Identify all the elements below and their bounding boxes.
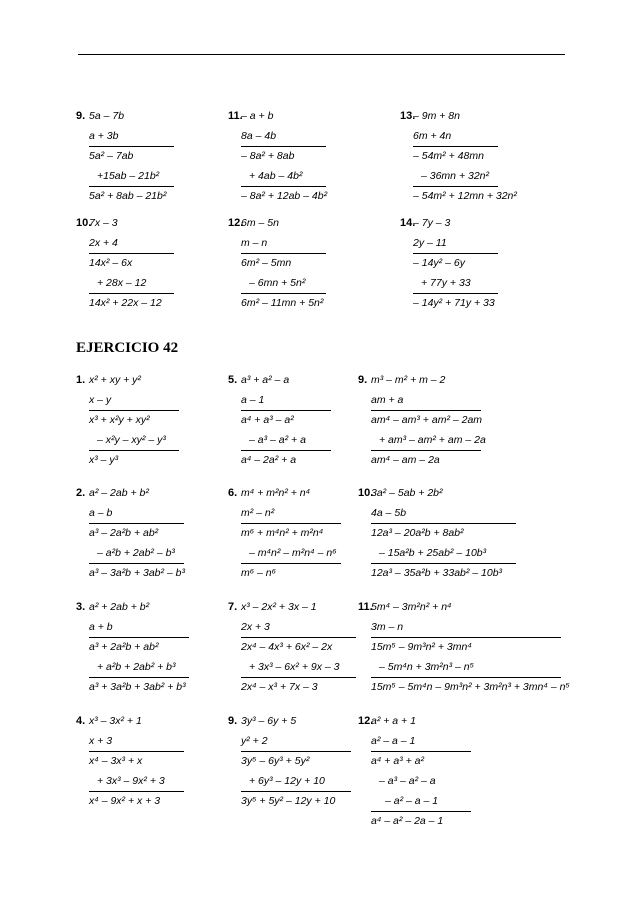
factor-line: 3a² – 5ab + 2b² xyxy=(371,487,443,499)
partial-product-line: a³ + 2a²b + ab² xyxy=(89,641,159,653)
problem-number: 9. xyxy=(76,110,86,122)
factor-line: 6m – 5n xyxy=(241,217,279,229)
factor-line: 5a – 7b xyxy=(89,110,125,122)
problem-number: 1. xyxy=(76,374,86,386)
result-line: 2x⁴ – x³ + 7x – 3 xyxy=(241,681,318,693)
sum-rule xyxy=(89,186,174,187)
sum-rule xyxy=(241,253,326,254)
result-line: a³ + 3a²b + 3ab² + b³ xyxy=(89,681,186,693)
problem-number: 14. xyxy=(400,217,416,229)
partial-product-line: – 15a²b + 25ab² – 10b³ xyxy=(379,547,487,559)
partial-product-line: – a² – a – 1 xyxy=(385,795,439,807)
sum-rule xyxy=(89,293,174,294)
partial-product-line: a⁴ + a³ + a² xyxy=(371,755,424,767)
factor-line: – 7y – 3 xyxy=(413,217,451,229)
problem-number: 2. xyxy=(76,487,86,499)
partial-product-line: am⁴ – am³ + am² – 2am xyxy=(371,414,483,426)
problem-number: 13. xyxy=(400,110,416,122)
partial-product-line: x³ + x²y + xy² xyxy=(89,414,150,426)
result-line: am⁴ – am – 2a xyxy=(371,454,440,466)
factor-line: x + 3 xyxy=(89,735,113,747)
partial-product-line: 12a³ – 20a²b + 8ab² xyxy=(371,527,464,539)
sum-rule xyxy=(241,637,356,638)
sum-rule xyxy=(89,523,184,524)
factor-line: am + a xyxy=(371,394,404,406)
sum-rule xyxy=(241,450,331,451)
problem-number: 10. xyxy=(76,217,92,229)
result-line: a⁴ – a² – 2a – 1 xyxy=(371,815,444,827)
partial-product-line: 15m⁵ – 9m³n² + 3mn⁴ xyxy=(371,641,472,653)
partial-product-line: + 4ab – 4b² xyxy=(249,170,303,182)
sum-rule xyxy=(241,186,326,187)
sum-rule xyxy=(241,410,331,411)
problem-number: 6. xyxy=(228,487,238,499)
sum-rule xyxy=(241,791,351,792)
factor-line: x³ – 2x² + 3x – 1 xyxy=(241,601,317,613)
factor-line: y² + 2 xyxy=(241,735,268,747)
sum-rule xyxy=(413,186,498,187)
factor-line: 2x + 3 xyxy=(241,621,270,633)
factor-line: m – n xyxy=(241,237,268,249)
partial-product-line: +15ab – 21b² xyxy=(97,170,160,182)
problem-number: 12. xyxy=(358,715,374,727)
problem-number: 4. xyxy=(76,715,86,727)
partial-product-line: – 8a² + 8ab xyxy=(241,150,295,162)
sum-rule xyxy=(241,146,326,147)
partial-product-line: a⁴ + a³ – a² xyxy=(241,414,294,426)
factor-line: a² + a + 1 xyxy=(371,715,416,727)
partial-product-line: x⁴ – 3x³ + x xyxy=(89,755,143,767)
partial-product-line: – a³ – a² – a xyxy=(379,775,436,787)
factor-line: 3y³ – 6y + 5 xyxy=(241,715,297,727)
sum-rule xyxy=(89,563,184,564)
partial-product-line: – x²y – xy² – y³ xyxy=(97,434,166,446)
partial-product-line: 14x² – 6x xyxy=(89,257,133,269)
factor-line: 7x – 3 xyxy=(89,217,118,229)
result-line: 12a³ – 35a²b + 33ab² – 10b³ xyxy=(371,567,503,579)
sum-rule xyxy=(89,450,179,451)
factor-line: 2x + 4 xyxy=(89,237,118,249)
partial-product-line: + 77y + 33 xyxy=(421,277,471,289)
partial-product-line: – 14y² – 6y xyxy=(413,257,465,269)
sum-rule xyxy=(413,293,498,294)
factor-line: – a + b xyxy=(241,110,274,122)
sum-rule xyxy=(241,677,356,678)
partial-product-line: – a³ – a² + a xyxy=(249,434,306,446)
partial-product-line: – 6mn + 5n² xyxy=(249,277,306,289)
partial-product-line: – a²b + 2ab² – b³ xyxy=(97,547,175,559)
partial-product-line: 2x⁴ – 4x³ + 6x² – 2x xyxy=(241,641,333,653)
sum-rule xyxy=(371,677,561,678)
problem-number: 11. xyxy=(358,601,373,613)
sum-rule xyxy=(413,253,498,254)
factor-line: x – y xyxy=(89,394,112,406)
sum-rule xyxy=(89,410,179,411)
partial-product-line: + 28x – 12 xyxy=(97,277,147,289)
result-line: – 8a² + 12ab – 4b² xyxy=(241,190,328,202)
factor-line: 5m⁴ – 3m²n² + n⁴ xyxy=(371,601,452,613)
factor-line: a + b xyxy=(89,621,113,633)
sum-rule xyxy=(371,563,516,564)
sum-rule xyxy=(241,563,341,564)
sum-rule xyxy=(89,637,189,638)
result-line: a⁴ – 2a² + a xyxy=(241,454,297,466)
partial-product-line: 5a² – 7ab xyxy=(89,150,134,162)
result-line: 5a² + 8ab – 21b² xyxy=(89,190,167,202)
partial-product-line: + a²b + 2ab² + b³ xyxy=(97,661,176,673)
sum-rule xyxy=(241,293,326,294)
problem-number: 9. xyxy=(228,715,238,727)
partial-product-line: – 54m² + 48mn xyxy=(413,150,484,162)
result-line: 3y⁵ + 5y² – 12y + 10 xyxy=(241,795,336,807)
factor-line: 4a – 5b xyxy=(371,507,407,519)
factor-line: a² – a – 1 xyxy=(371,735,416,747)
sum-rule xyxy=(241,523,341,524)
result-line: x³ – y³ xyxy=(89,454,119,466)
section-title: EJERCICIO 42 xyxy=(76,340,179,356)
problem-number: 9. xyxy=(358,374,368,386)
problem-number: 10. xyxy=(358,487,374,499)
partial-product-line: + 3x³ – 9x² + 3 xyxy=(97,775,165,787)
result-line: a³ – 3a²b + 3ab² – b³ xyxy=(89,567,186,579)
result-line: 6m² – 11mn + 5n² xyxy=(241,297,324,309)
sum-rule xyxy=(89,751,184,752)
partial-product-line: – 5m⁴n + 3m²n³ – n⁵ xyxy=(379,661,475,673)
sum-rule xyxy=(89,146,174,147)
sum-rule xyxy=(89,253,174,254)
sum-rule xyxy=(371,450,481,451)
sum-rule xyxy=(241,751,351,752)
factor-line: x³ – 3x² + 1 xyxy=(89,715,142,727)
sum-rule xyxy=(371,523,516,524)
factor-line: 6m + 4n xyxy=(413,130,452,142)
sum-rule xyxy=(89,677,189,678)
partial-product-line: + 3x³ – 6x² + 9x – 3 xyxy=(249,661,340,673)
factor-line: a – 1 xyxy=(241,394,265,406)
factor-line: – 9m + 8n xyxy=(413,110,460,122)
factor-line: a² + 2ab + b² xyxy=(89,601,150,613)
factor-line: x² + xy + y² xyxy=(89,374,141,386)
result-line: – 14y² + 71y + 33 xyxy=(413,297,495,309)
partial-product-line: + am³ – am² + am – 2a xyxy=(379,434,486,446)
result-line: 15m⁵ – 5m⁴n – 9m³n² + 3m²n³ + 3mn⁴ – n⁵ xyxy=(371,681,570,693)
result-line: x⁴ – 9x² + x + 3 xyxy=(89,795,161,807)
problem-number: 3. xyxy=(76,601,86,613)
problem-number: 7. xyxy=(228,601,238,613)
factor-line: a + 3b xyxy=(89,130,119,142)
partial-product-line: – 36mn + 32n² xyxy=(421,170,490,182)
factor-line: a³ + a² – a xyxy=(241,374,290,386)
sum-rule xyxy=(371,637,561,638)
partial-product-line: + 6y³ – 12y + 10 xyxy=(249,775,325,787)
result-line: – 54m² + 12mn + 32n² xyxy=(413,190,517,202)
sum-rule xyxy=(89,791,184,792)
partial-product-line: – m⁴n² – m²n⁴ – n⁶ xyxy=(249,547,337,559)
sum-rule xyxy=(371,751,471,752)
factor-line: m³ – m² + m – 2 xyxy=(371,374,446,386)
factor-line: m² – n² xyxy=(241,507,275,519)
factor-line: m⁴ + m²n² + n⁴ xyxy=(241,487,311,499)
result-line: 14x² + 22x – 12 xyxy=(89,297,162,309)
result-line: m⁶ – n⁶ xyxy=(241,567,276,579)
partial-product-line: 6m² – 5mn xyxy=(241,257,292,269)
sum-rule xyxy=(413,146,498,147)
partial-product-line: a³ – 2a²b + ab² xyxy=(89,527,159,539)
sum-rule xyxy=(371,811,471,812)
partial-product-line: m⁶ + m⁴n² + m²n⁴ xyxy=(241,527,324,539)
sum-rule xyxy=(371,410,481,411)
partial-product-line: 3y⁵ – 6y³ + 5y² xyxy=(241,755,310,767)
factor-line: 2y – 11 xyxy=(413,237,447,249)
top-rule xyxy=(78,54,565,55)
factor-line: 8a – 4b xyxy=(241,130,277,142)
factor-line: a² – 2ab + b² xyxy=(89,487,149,499)
factor-line: 3m – n xyxy=(371,621,404,633)
problem-number: 11. xyxy=(228,110,243,122)
problem-number: 12. xyxy=(228,217,244,229)
factor-line: a – b xyxy=(89,507,113,519)
problem-number: 5. xyxy=(228,374,238,386)
